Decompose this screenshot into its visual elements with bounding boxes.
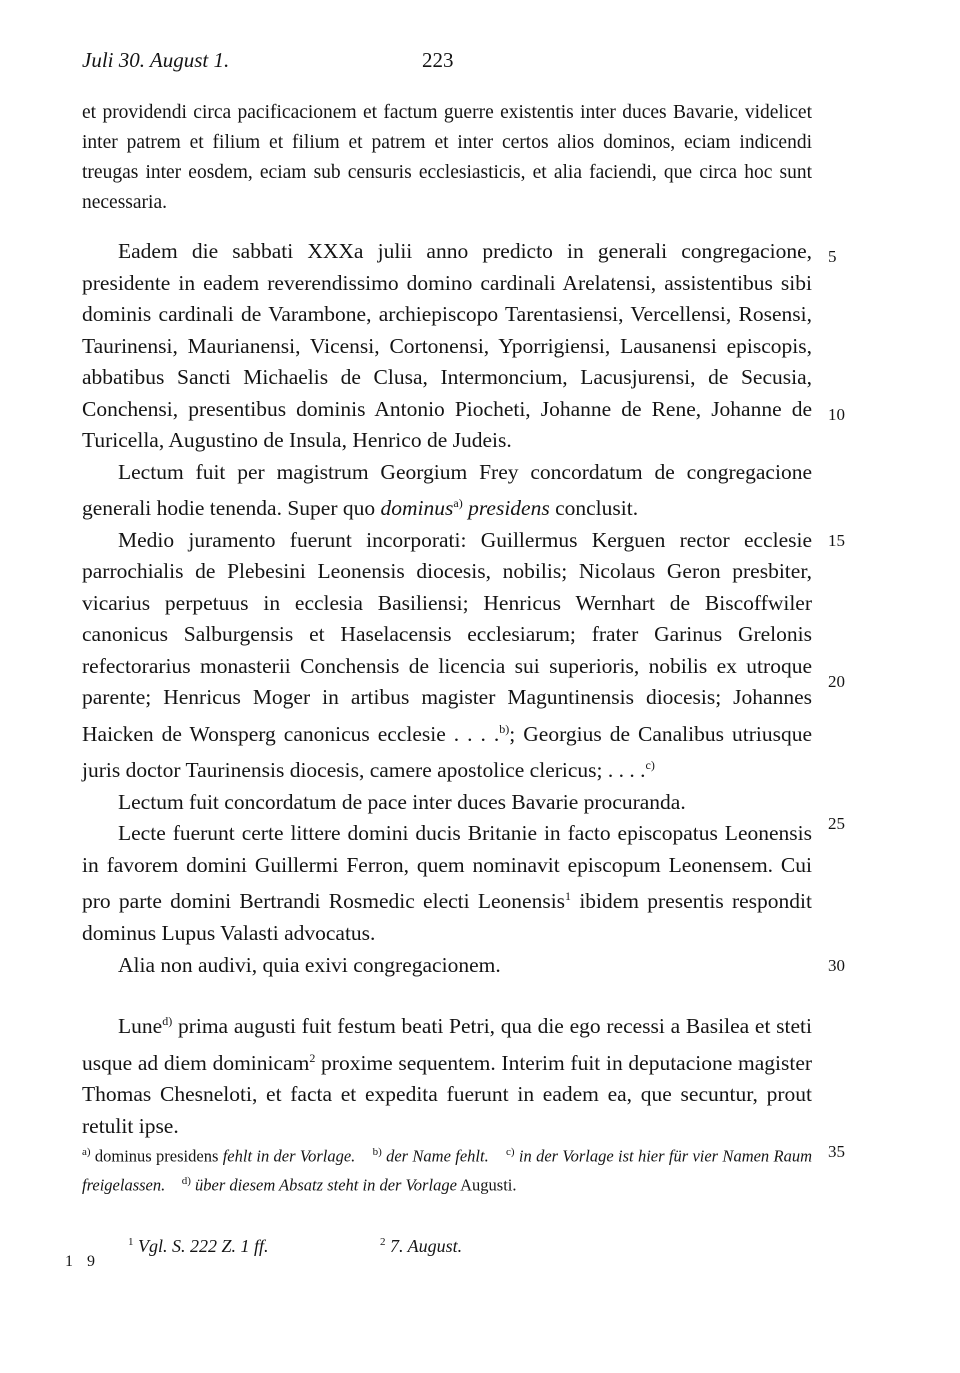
- italic-word: dominus: [380, 496, 454, 521]
- paragraph-text: ibidem presentis respondit dominus Lupus Valasti advocatus.: [82, 889, 812, 946]
- top-paragraph: et providendi circa pacificacionem et factum guerre existentis inter duces Bavarie, videlicet inter patrem et filium et filium et patrem et inter certos alios dominos, eciam indicendi treugas inter eosdem, eciam sub censuris ecclesiasticis, et alia faciendi, que circa hoc sunt necessaria.: [82, 102, 812, 213]
- footnote-2: [380, 1236, 462, 1257]
- line-number: 25: [828, 814, 845, 833]
- paragraph-littere: [82, 818, 812, 949]
- paragraph-text: Alia non audivi, quia exivi congregacionem.: [118, 952, 501, 977]
- paragraph-incorporati: [82, 525, 812, 787]
- paragraph-congregation: [82, 236, 812, 457]
- footnote-note: in der Vorlage ist hier für vier Namen Raum freigelassen.: [82, 1146, 812, 1194]
- footnote-mark: d): [162, 1014, 173, 1028]
- footnote-note: der Name fehlt.: [386, 1146, 489, 1166]
- footnote-note: fehlt in der Vorlage.: [222, 1146, 356, 1166]
- paragraph-text: Lecte fuerunt certe littere domini ducis Britanie in facto episcopatus Leonensis in favorem domini Guillermi Ferron, quem nominavit episcopum Leonensem. Cui pro parte domini Bertrandi Rosmedic electi Leonensis: [82, 821, 812, 914]
- line-number: 15: [828, 531, 845, 550]
- footnote-mark: b): [372, 1146, 382, 1158]
- italic-word: presidens: [468, 496, 550, 521]
- paragraph-alia: [82, 950, 812, 982]
- line-number: 20: [828, 672, 845, 691]
- footnotes-letters: [82, 1140, 812, 1197]
- running-title: Juli 30. August 1.: [82, 48, 230, 72]
- footnote-mark: a): [453, 496, 463, 510]
- line-number: 30: [828, 956, 845, 975]
- paragraph-text: Lectum fuit per magistrum Georgium Frey concordatum de congregacione generali hodie tenenda. Super quo: [82, 459, 812, 521]
- main-text: [82, 236, 812, 981]
- line-number: 10: [828, 405, 845, 424]
- paragraph-text: Lune: [118, 1014, 163, 1039]
- footnote-note: über diesem Absatz steht in der Vorlage: [195, 1175, 457, 1194]
- paragraph-text: Eadem die sabbati XXXa julii anno predicto in generali congregacione, presidente in eadem reverendissimo domino cardinali Arelatensi, assistentibus sibi dominis cardinali de Varambone, archiepiscopo Tarentasiensi, Vercellensi, Rosensi, Taurinensi, Maurianensi, Vicensi, Cortonensi, Yporrigiensi, Lausanensi episcopis, abbatibus Sancti Michaelis de Clusa, Intermoncium, Lacusjurensi, de Secusia, Conchensi, presentibus dominis Antonio Piocheti, Johanne de Rene, Johanne de Turicella, Augustino de Insula, Henrico de Judeis.: [82, 239, 812, 452]
- footnote-mark: b): [499, 721, 510, 736]
- footnote-mark: c): [506, 1146, 515, 1158]
- footnote-mark: c): [645, 758, 655, 773]
- footnote-mark: d): [181, 1174, 191, 1187]
- paragraph-lune: [82, 1006, 812, 1142]
- footnote-mark: 1: [128, 1236, 134, 1248]
- paragraph-text: proxime sequentem. Interim fuit in deputacione magister Thomas Chesneloti, et facta et expedita fuerunt in eadem ea, que secuntur, prout retulit ipse.: [82, 1050, 813, 1138]
- paragraph-pace: [82, 787, 812, 819]
- footnote-mark: 2: [380, 1236, 386, 1248]
- footnote-mark: 1: [565, 889, 572, 904]
- paragraph-text: conclusit.: [555, 496, 639, 521]
- paragraph-text: ; Georgius de Canalibus utriusque juris doctor Taurinensis diocesis, camere apostolice clericus; . . . .: [82, 721, 813, 783]
- signature-mark: 1 9: [65, 1253, 100, 1270]
- footnote-text: 7. August.: [390, 1236, 463, 1256]
- footnote-text: Augusti.: [460, 1175, 517, 1194]
- footnote-mark: 2: [309, 1050, 316, 1065]
- footnote-mark: a): [82, 1146, 91, 1158]
- page-number: 223: [422, 48, 454, 72]
- line-number: 35: [828, 1142, 845, 1161]
- paragraph-text: Medio juramento fuerunt incorporati: Guillermus Kerguen rector ecclesie parrochialis de Plebesini Leonensis diocesis, nobilis; Nicolaus Geron presbiter, vicarius perpetuus in ecclesia Basiliensi; Henricus Wernhart de Biscoffwiler canonicus Salburgensis et Haselacensis ecclesiarum; frater Garinus Grelonis refectorarius monasterii Conchensis de licencia sui superioris, nobilis ex utroque parente; Henricus Moger in artibus magister Maguntinensis diocesis; Johannes Haicken de Wonsperg canonicus ecclesie . . . .: [82, 527, 812, 746]
- paragraph-lectum-frey: [82, 457, 812, 525]
- paragraph-text: Lectum fuit concordatum de pace inter duces Bavarie procuranda.: [118, 789, 686, 814]
- footnote-text: dominus presidens: [94, 1146, 219, 1166]
- footnote-text: Vgl. S. 222 Z. 1 ff.: [138, 1236, 269, 1256]
- footnote-1: [128, 1236, 269, 1257]
- paragraph-text: prima augusti fuit festum beati Petri, qua die ego recessi a Basilea et steti usque ad diem dominicam: [82, 1014, 812, 1075]
- running-header: [82, 48, 812, 78]
- line-number: 5: [828, 247, 837, 266]
